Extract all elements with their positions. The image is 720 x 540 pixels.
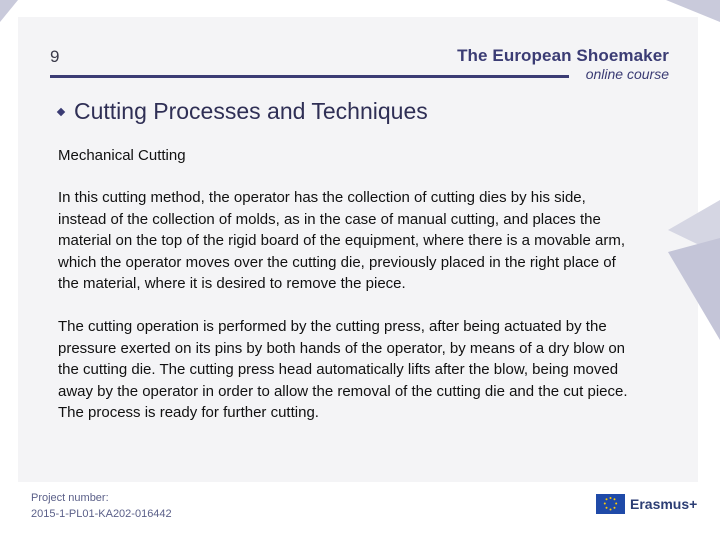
slide-title	[58, 98, 428, 125]
slide-content	[58, 147, 633, 445]
erasmus-text: Erasmus+	[630, 496, 698, 512]
project-label: Project number:	[31, 492, 109, 504]
erasmus-logo	[596, 494, 697, 514]
paragraph: The cutting operation is performed by the cutting press, after being actuated by the pressure exerted on its pins by both hands of the operator, by means of a dry blow on the cutting die. The cutting press head automatically lifts after the blow, being moved away by the operator in order to allow the removal of the cutting die and the cut piece. The process is ready for further cutting.	[58, 317, 628, 422]
header-divider	[50, 75, 569, 78]
triangle-top-right	[666, 0, 720, 22]
eu-flag-icon	[596, 494, 625, 514]
brand-title: The European Shoemaker	[457, 46, 669, 65]
project-number: 2015-1-PL01-KA202-016442	[31, 508, 172, 520]
triangle-right-lower	[668, 238, 720, 340]
triangle-top-left	[0, 0, 18, 22]
diamond-bullet-icon	[57, 107, 65, 115]
project-info	[31, 490, 172, 522]
brand-subtitle: online course	[585, 66, 669, 82]
paragraph: In this cutting method, the operator has the collection of cutting dies by his side, instead of the collection of molds, as in the case of manual cutting, and places the material on the top of the rigid board of the equipment, where there is a movable arm, which the operator moves over the cutting die, previously placed in the right place of the material, where it is desired to remove the piece.	[58, 189, 625, 293]
subheading: Mechanical Cutting	[58, 147, 186, 164]
slide-title-text: Cutting Processes and Techniques	[74, 98, 428, 124]
page-number: 9	[50, 47, 60, 66]
